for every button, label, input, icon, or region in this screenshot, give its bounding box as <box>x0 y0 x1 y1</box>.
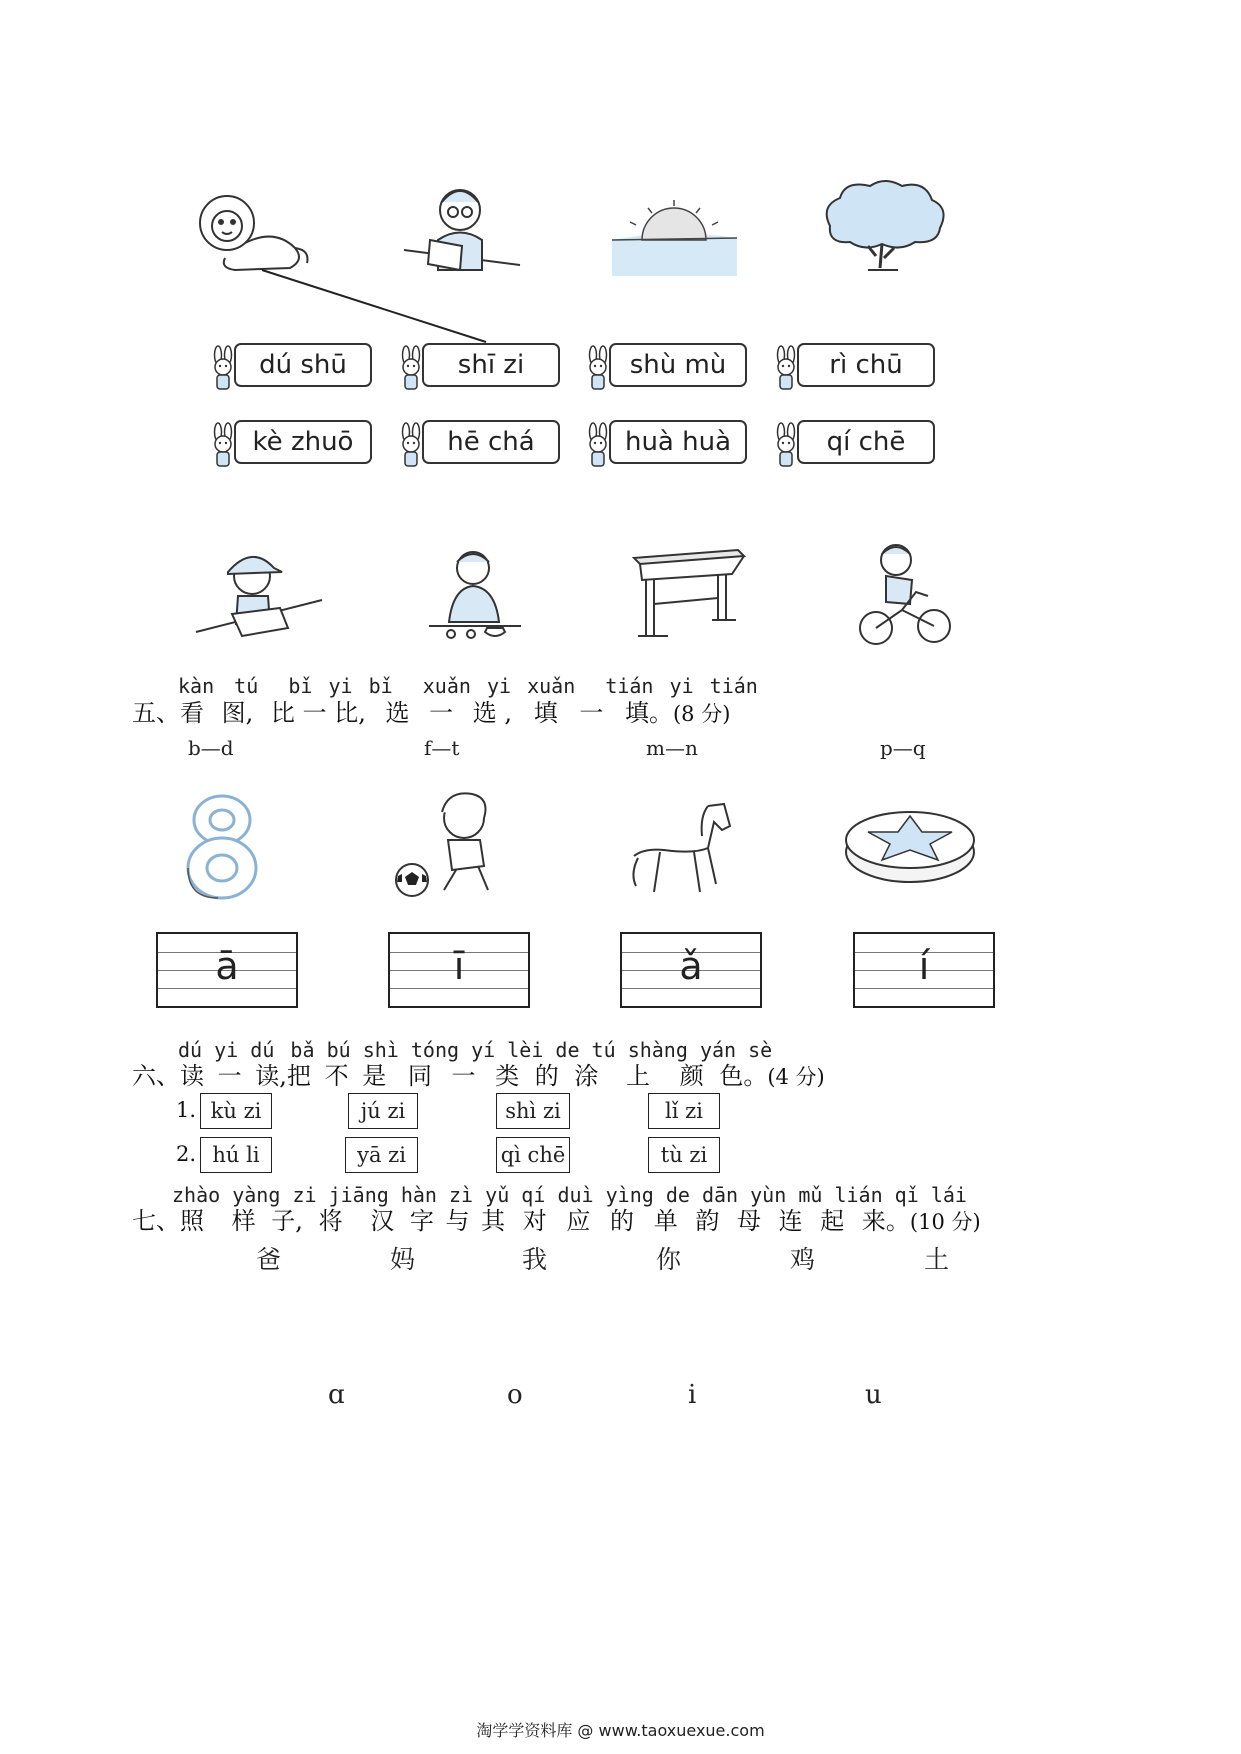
heading-char: 连 <box>778 1207 803 1235</box>
pinyin-syllable: lèi <box>507 1038 544 1062</box>
heading-char: 一 <box>429 699 454 727</box>
boy-drawing-picture <box>192 544 327 644</box>
pinyin-card[interactable]: hē chá <box>422 420 560 464</box>
heading-char: 单 <box>653 1207 678 1235</box>
pinyin-syllable: sè <box>748 1038 773 1062</box>
heading-char: 一 <box>451 1062 476 1090</box>
pinyin-syllable: yi <box>328 674 353 698</box>
word-box[interactable]: hú li <box>200 1137 272 1173</box>
heading-char: 上 <box>626 1062 651 1090</box>
pinyin-syllable: lián <box>834 1183 883 1207</box>
connecting-line <box>258 266 490 346</box>
heading-char: 色。 <box>719 1062 768 1090</box>
horse-picture <box>624 796 734 900</box>
boy-riding-bike-picture <box>856 540 956 650</box>
heading-char: 颜 <box>679 1062 704 1090</box>
pinyin-syllable: lái <box>930 1183 967 1207</box>
word-box[interactable]: lǐ zi <box>648 1093 720 1129</box>
pinyin-syllable: dān <box>701 1183 739 1207</box>
section7-heading <box>132 1201 981 1236</box>
heading-char: 汉 <box>370 1207 395 1235</box>
heading-char: , <box>504 699 513 727</box>
pinyin-syllable: dú <box>178 1038 203 1062</box>
pinyin-card[interactable]: shī zi <box>422 343 560 387</box>
sunrise-picture <box>612 198 737 278</box>
pinyin-syllable: xuǎn <box>422 674 471 698</box>
heading-char: 子, <box>271 1207 303 1235</box>
letter-pair: b—d <box>188 736 234 760</box>
word-box[interactable]: jú zi <box>348 1093 418 1129</box>
heading-char: 的 <box>534 1062 559 1090</box>
word-box[interactable]: yā zi <box>345 1137 418 1173</box>
hanzi-item[interactable]: 妈 <box>390 1245 416 1274</box>
word-box[interactable]: shì zi <box>496 1093 570 1129</box>
heading-char: 其 <box>481 1207 506 1235</box>
heading-char: 韵 <box>695 1207 720 1235</box>
pinyin-syllable: yìng <box>605 1183 654 1207</box>
heading-char: 样 <box>231 1207 256 1235</box>
section-score: (10 分) <box>909 1210 981 1234</box>
heading-char: 母 <box>736 1207 761 1235</box>
pinyin-syllable: tú <box>591 1038 616 1062</box>
writing-box[interactable] <box>620 932 762 1008</box>
pinyin-syllable: shì <box>362 1038 399 1062</box>
vowel-letter[interactable]: i <box>688 1380 697 1410</box>
heading-char: 来。 <box>861 1207 910 1235</box>
heading-char: 比, <box>334 699 366 727</box>
heading-char: 是 <box>362 1062 387 1090</box>
pinyin-syllable: qí <box>521 1183 546 1207</box>
boy-kicking-ball-picture <box>392 790 507 900</box>
hanzi-item[interactable]: 我 <box>522 1245 548 1274</box>
pinyin-syllable: bǐ <box>288 674 313 698</box>
heading-char: 类 <box>495 1062 520 1090</box>
pinyin-syllable: dú <box>250 1038 275 1062</box>
pinyin-syllable: jiāng <box>328 1183 389 1207</box>
heading-char: 一 <box>302 699 327 727</box>
section-score: (4 分) <box>767 1065 825 1089</box>
heading-char: 对 <box>522 1207 547 1235</box>
pinyin-syllable: zhào <box>172 1183 221 1207</box>
hanzi-item[interactable]: 土 <box>924 1245 950 1274</box>
heading-char: 把 <box>286 1062 311 1090</box>
pinyin-syllable: yí <box>471 1038 496 1062</box>
pinyin-syllable: yi <box>669 674 694 698</box>
tone-mark: ā <box>215 944 239 988</box>
tone-mark: ī <box>453 944 465 988</box>
heading-char: 填 <box>624 699 649 727</box>
writing-box[interactable] <box>156 932 298 1008</box>
pinyin-syllable: bǐ <box>368 674 393 698</box>
boy-drinking-tea-picture <box>425 548 525 643</box>
pinyin-syllable: tú <box>234 674 259 698</box>
heading-char: 图, <box>221 699 254 727</box>
pinyin-syllable: yán <box>699 1038 737 1062</box>
heading-char: 读 <box>180 1062 204 1090</box>
pinyin-syllable: tián <box>605 674 654 698</box>
footer-watermark: 淘学学资料库 @ www.taoxuexue.com <box>476 1721 765 1740</box>
pinyin-syllable: yi <box>486 674 512 698</box>
pinyin-card[interactable]: shù mù <box>609 343 747 387</box>
heading-char: 选 <box>472 699 497 727</box>
word-box[interactable]: kù zi <box>200 1093 272 1129</box>
section6-heading <box>132 1056 825 1091</box>
heading-char: 填 <box>533 699 558 727</box>
section-number: 五、 <box>132 699 180 727</box>
lion-picture <box>195 188 315 278</box>
heading-char: 不 <box>324 1062 349 1090</box>
pinyin-syllable: de <box>555 1038 580 1062</box>
letter-pair: f—t <box>424 736 460 760</box>
number-eight-picture <box>178 790 260 902</box>
pinyin-syllable: xuǎn <box>527 674 576 698</box>
word-box[interactable]: qì chē <box>496 1137 570 1173</box>
heading-char: 应 <box>566 1207 591 1235</box>
pinyin-card[interactable]: dú shū <box>234 343 372 387</box>
pinyin-syllable: shàng <box>627 1038 688 1062</box>
pinyin-syllable: zi <box>292 1183 317 1207</box>
section-score: (8 分) <box>672 702 731 726</box>
heading-char: 一 <box>579 699 604 727</box>
pinyin-syllable: bú <box>326 1038 351 1062</box>
hanzi-item[interactable]: 爸 <box>256 1245 282 1274</box>
pinyin-syllable: yàng <box>232 1183 281 1207</box>
pinyin-syllable: de <box>665 1183 690 1207</box>
section-number: 七、 <box>132 1207 180 1235</box>
pinyin-syllable: yi <box>214 1038 239 1062</box>
tone-mark: ǎ <box>679 944 703 988</box>
hanzi-item[interactable]: 鸡 <box>790 1245 816 1274</box>
vowel-letter[interactable]: o <box>507 1380 523 1410</box>
boy-reading-picture <box>400 180 525 275</box>
pinyin-syllable: yùn <box>750 1183 787 1207</box>
heading-char: 一 <box>217 1062 242 1090</box>
section5-heading <box>132 693 730 728</box>
word-box[interactable]: tù zi <box>648 1137 720 1173</box>
section-number: 六、 <box>132 1062 180 1090</box>
heading-char: 同 <box>407 1062 432 1090</box>
pinyin-card[interactable]: huà huà <box>609 420 747 464</box>
pinyin-syllable: mǔ <box>798 1183 823 1207</box>
chinese-checkers-picture <box>842 808 977 892</box>
heading-char: 读, <box>255 1062 287 1090</box>
writing-box[interactable] <box>388 932 530 1008</box>
pinyin-syllable: tóng <box>410 1038 460 1062</box>
heading-char: 的 <box>610 1207 635 1235</box>
letter-pair: p—q <box>880 736 926 760</box>
heading-char: 看 <box>180 699 204 727</box>
pinyin-syllable: bǎ <box>290 1038 315 1062</box>
tree-picture <box>820 176 950 276</box>
writing-box[interactable] <box>853 932 995 1008</box>
pinyin-syllable: qǐ <box>894 1183 919 1207</box>
vowel-letter[interactable]: ɑ <box>328 1380 345 1410</box>
pinyin-card[interactable]: qí chē <box>797 420 935 464</box>
pinyin-syllable: tián <box>709 674 758 698</box>
row-number: 2. <box>176 1142 197 1166</box>
pinyin-syllable: duì <box>557 1183 594 1207</box>
vowel-letter[interactable]: u <box>865 1380 882 1410</box>
pinyin-card[interactable]: rì chū <box>797 343 935 387</box>
heading-char: 。 <box>648 699 673 727</box>
hanzi-item[interactable]: 你 <box>656 1245 682 1274</box>
heading-char: 选 <box>385 699 410 727</box>
letter-pair: m—n <box>646 736 698 760</box>
heading-char: 与 <box>445 1207 470 1235</box>
heading-char: 涂 <box>574 1062 599 1090</box>
pinyin-syllable: yǔ <box>485 1183 510 1207</box>
pinyin-syllable: kàn <box>178 674 215 698</box>
heading-char: 字 <box>409 1207 434 1235</box>
pinyin-card[interactable]: kè zhuō <box>234 420 372 464</box>
heading-char: 起 <box>820 1207 845 1235</box>
heading-char: 将 <box>318 1207 343 1235</box>
heading-char: 比 <box>270 699 295 727</box>
row-number: 1. <box>176 1098 197 1122</box>
pinyin-syllable: zì <box>449 1183 474 1207</box>
heading-char: 照 <box>180 1207 204 1235</box>
pinyin-syllable: hàn <box>400 1183 437 1207</box>
desk-picture <box>628 544 748 644</box>
tone-mark: í <box>918 944 930 988</box>
